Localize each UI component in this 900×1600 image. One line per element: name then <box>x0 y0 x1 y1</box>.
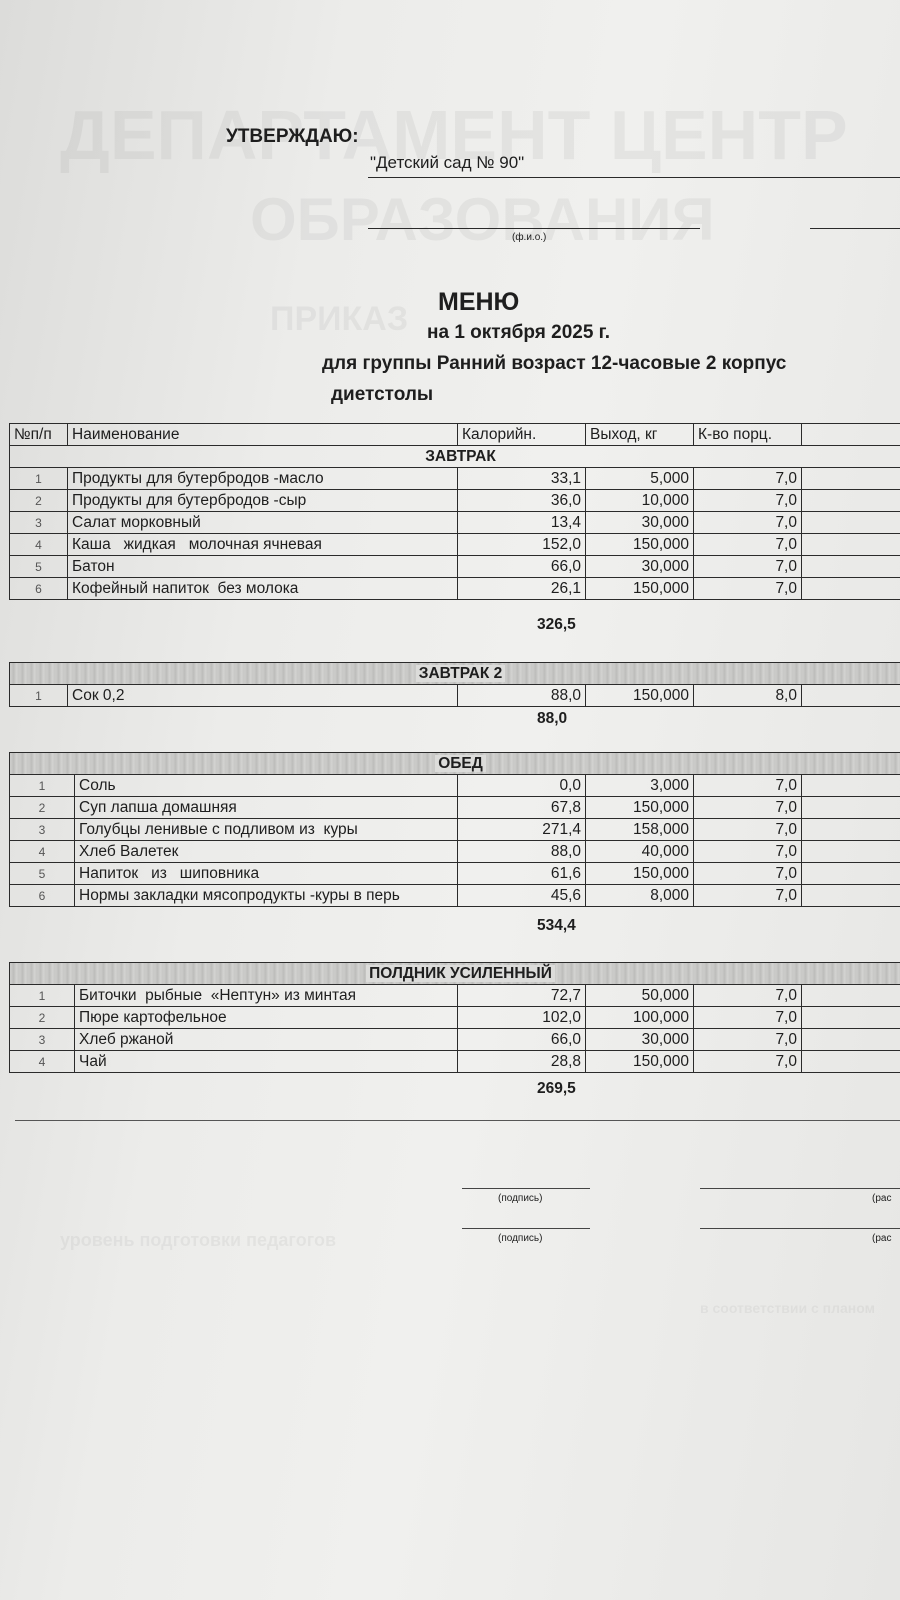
row-blank <box>802 863 900 885</box>
footer-divider <box>15 1120 900 1121</box>
row-kcal: 45,6 <box>458 885 586 907</box>
table-row <box>10 534 900 556</box>
row-kcal: 72,7 <box>458 985 586 1007</box>
snack-table <box>9 962 900 1073</box>
row-portions: 7,0 <box>694 797 802 819</box>
row-kcal: 66,0 <box>458 556 586 578</box>
column-header-name: Наименование <box>68 424 458 446</box>
organization-underline <box>368 177 900 178</box>
table-row <box>10 841 900 863</box>
row-yield: 5,000 <box>586 468 694 490</box>
row-number: 1 <box>10 985 75 1007</box>
row-number: 3 <box>10 512 68 534</box>
row-portions: 7,0 <box>694 885 802 907</box>
row-number: 1 <box>10 468 68 490</box>
row-yield: 150,000 <box>586 578 694 600</box>
section-title-cell <box>10 963 900 985</box>
row-blank <box>802 797 900 819</box>
table-row <box>10 1051 900 1073</box>
row-kcal: 102,0 <box>458 1007 586 1029</box>
date-underline <box>810 228 900 229</box>
signature-line <box>462 1228 590 1229</box>
row-blank <box>802 885 900 907</box>
row-number: 3 <box>10 1029 75 1051</box>
table-row <box>10 490 900 512</box>
row-number: 6 <box>10 885 75 907</box>
row-name: Чай <box>75 1051 458 1073</box>
bleed-through-text <box>60 1230 336 1251</box>
row-yield: 150,000 <box>586 685 694 707</box>
row-blank <box>802 685 900 707</box>
row-blank <box>802 490 900 512</box>
section-total: 326,5 <box>537 616 576 633</box>
row-number: 2 <box>10 1007 75 1029</box>
bleed-through-text <box>700 1300 875 1316</box>
row-kcal: 66,0 <box>458 1029 586 1051</box>
section-total: 88,0 <box>537 710 568 727</box>
row-name: Соль <box>75 775 458 797</box>
table-row <box>10 685 900 707</box>
section-total: 269,5 <box>537 1080 576 1097</box>
row-blank <box>802 468 900 490</box>
row-kcal: 88,0 <box>458 841 586 863</box>
row-blank <box>802 556 900 578</box>
row-blank <box>802 1029 900 1051</box>
signature-line <box>700 1228 900 1229</box>
row-number: 2 <box>10 490 68 512</box>
table-row <box>10 578 900 600</box>
column-header-blank <box>802 424 900 446</box>
row-number: 1 <box>10 685 68 707</box>
row-name: Продукты для бутербродов -сыр <box>68 490 458 512</box>
row-number: 6 <box>10 578 68 600</box>
row-blank <box>802 819 900 841</box>
section-header <box>10 753 900 775</box>
row-yield: 10,000 <box>586 490 694 512</box>
table-row <box>10 775 900 797</box>
row-yield: 150,000 <box>586 534 694 556</box>
signature-caption: (подпись) <box>498 1233 543 1244</box>
row-yield: 40,000 <box>586 841 694 863</box>
bleed-through-text <box>270 300 408 339</box>
row-portions: 7,0 <box>694 863 802 885</box>
table-row <box>10 985 900 1007</box>
row-kcal: 13,4 <box>458 512 586 534</box>
row-number: 3 <box>10 819 75 841</box>
row-name: Напиток из шиповника <box>75 863 458 885</box>
row-blank <box>802 512 900 534</box>
table-row <box>10 468 900 490</box>
menu-group: для группы Ранний возраст 12-часовые 2 корпус <box>322 353 787 374</box>
organization-name: "Детский сад № 90" <box>370 153 525 172</box>
row-yield: 150,000 <box>586 863 694 885</box>
row-yield: 30,000 <box>586 556 694 578</box>
row-blank <box>802 985 900 1007</box>
section-title: ЗАВТРАК <box>10 446 900 468</box>
row-kcal: 36,0 <box>458 490 586 512</box>
row-portions: 7,0 <box>694 490 802 512</box>
signature-caption: (подпись) <box>498 1193 543 1204</box>
row-portions: 7,0 <box>694 512 802 534</box>
row-blank <box>802 775 900 797</box>
section-header <box>10 446 900 468</box>
row-number: 4 <box>10 534 68 556</box>
row-name: Хлеб ржаной <box>75 1029 458 1051</box>
column-header-yield: Выход, кг <box>586 424 694 446</box>
row-name: Продукты для бутербродов -масло <box>68 468 458 490</box>
signature-caption: (рас <box>872 1233 892 1244</box>
section-title: ОБЕД <box>435 755 486 772</box>
column-header-num: №п/п <box>10 424 68 446</box>
row-name: Биточки рыбные «Нептун» из минтая <box>75 985 458 1007</box>
row-name: Сок 0,2 <box>68 685 458 707</box>
row-blank <box>802 1051 900 1073</box>
row-name: Хлеб Валетек <box>75 841 458 863</box>
signature-line <box>700 1188 900 1189</box>
table-row <box>10 819 900 841</box>
signature-caption: (рас <box>872 1193 892 1204</box>
row-name: Салат морковный <box>68 512 458 534</box>
row-yield: 30,000 <box>586 512 694 534</box>
row-name: Каша жидкая молочная ячневая <box>68 534 458 556</box>
row-portions: 7,0 <box>694 1007 802 1029</box>
menu-diet: диетстолы <box>331 384 434 405</box>
row-yield: 100,000 <box>586 1007 694 1029</box>
column-header-portions: К-во порц. <box>694 424 802 446</box>
page-title: МЕНЮ <box>438 288 520 316</box>
row-portions: 8,0 <box>694 685 802 707</box>
row-kcal: 152,0 <box>458 534 586 556</box>
row-kcal: 0,0 <box>458 775 586 797</box>
row-yield: 50,000 <box>586 985 694 1007</box>
bleed-through-text <box>250 185 715 254</box>
table-row <box>10 863 900 885</box>
breakfast-table <box>9 423 900 600</box>
row-name: Пюре картофельное <box>75 1007 458 1029</box>
row-number: 5 <box>10 556 68 578</box>
approve-label: УТВЕРЖДАЮ: <box>226 126 359 147</box>
row-number: 2 <box>10 797 75 819</box>
row-kcal: 67,8 <box>458 797 586 819</box>
row-name: Голубцы ленивые с подливом из куры <box>75 819 458 841</box>
table-row <box>10 885 900 907</box>
row-portions: 7,0 <box>694 1051 802 1073</box>
signature-line <box>462 1188 590 1189</box>
section-title-cell <box>10 663 900 685</box>
table-row <box>10 797 900 819</box>
row-blank <box>802 534 900 556</box>
row-kcal: 26,1 <box>458 578 586 600</box>
row-name: Батон <box>68 556 458 578</box>
fio-caption: (ф.и.о.) <box>512 232 547 243</box>
row-kcal: 28,8 <box>458 1051 586 1073</box>
row-portions: 7,0 <box>694 534 802 556</box>
table-header-row <box>10 424 900 446</box>
fio-underline <box>368 228 700 229</box>
section-title: ПОЛДНИК УСИЛЕННЫЙ <box>366 965 555 982</box>
row-kcal: 61,6 <box>458 863 586 885</box>
lunch-table <box>9 752 900 907</box>
row-portions: 7,0 <box>694 841 802 863</box>
row-kcal: 88,0 <box>458 685 586 707</box>
row-number: 5 <box>10 863 75 885</box>
row-yield: 30,000 <box>586 1029 694 1051</box>
row-yield: 150,000 <box>586 797 694 819</box>
section-title: ЗАВТРАК 2 <box>416 665 506 682</box>
row-number: 1 <box>10 775 75 797</box>
row-blank <box>802 1007 900 1029</box>
row-portions: 7,0 <box>694 578 802 600</box>
row-name: Кофейный напиток без молока <box>68 578 458 600</box>
row-blank <box>802 841 900 863</box>
row-number: 4 <box>10 841 75 863</box>
table-row <box>10 1029 900 1051</box>
table-row <box>10 512 900 534</box>
row-portions: 7,0 <box>694 819 802 841</box>
section-header <box>10 663 900 685</box>
row-yield: 8,000 <box>586 885 694 907</box>
row-yield: 158,000 <box>586 819 694 841</box>
row-portions: 7,0 <box>694 556 802 578</box>
column-header-kcal: Калорийн. <box>458 424 586 446</box>
breakfast2-table <box>9 662 900 707</box>
row-yield: 3,000 <box>586 775 694 797</box>
row-blank <box>802 578 900 600</box>
menu-date: на 1 октября 2025 г. <box>427 322 610 343</box>
section-header <box>10 963 900 985</box>
row-portions: 7,0 <box>694 985 802 1007</box>
row-portions: 7,0 <box>694 1029 802 1051</box>
table-row <box>10 1007 900 1029</box>
row-kcal: 33,1 <box>458 468 586 490</box>
row-portions: 7,0 <box>694 468 802 490</box>
row-name: Нормы закладки мясопродукты -куры в перь <box>75 885 458 907</box>
row-kcal: 271,4 <box>458 819 586 841</box>
section-title-cell <box>10 753 900 775</box>
row-yield: 150,000 <box>586 1051 694 1073</box>
row-name: Суп лапша домашняя <box>75 797 458 819</box>
table-row <box>10 556 900 578</box>
row-number: 4 <box>10 1051 75 1073</box>
section-total: 534,4 <box>537 917 576 934</box>
row-portions: 7,0 <box>694 775 802 797</box>
